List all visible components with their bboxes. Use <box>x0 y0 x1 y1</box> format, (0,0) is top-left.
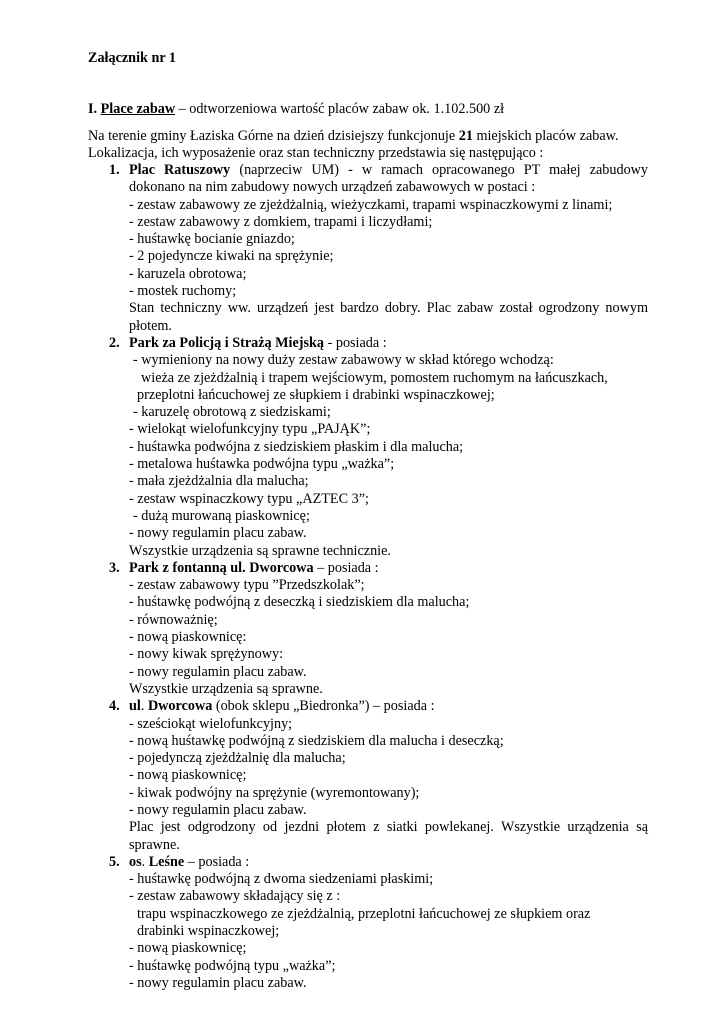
equipment-line: drabinki wspinaczkowej; <box>137 923 280 940</box>
item-name: Dworcowa <box>147 698 213 715</box>
list-item <box>88 854 648 992</box>
equipment-line: - równoważnię; <box>129 611 218 628</box>
list-item <box>88 162 648 335</box>
equipment-line: - huśtawkę bocianie gniazdo; <box>129 231 295 248</box>
equipment-line: - mała zjeżdżalnia dla malucha; <box>129 473 309 490</box>
equipment-line: - nowy kiwak sprężynowy: <box>129 646 284 663</box>
item-description: - posiada : <box>324 334 387 351</box>
list-item <box>88 560 648 698</box>
item-status: Stan techniczny ww. urządzeń jest bardzo dobry. Plac zabaw został ogrodzony nowym płotem. <box>129 300 648 334</box>
equipment-line: przeplotni łańcuchowej ze słupkiem i drabinki wspinaczkowej; <box>137 386 495 403</box>
equipment-line: trapu wspinaczkowego ze zjeżdżalnią, przeplotni łańcuchowej ze słupkiem oraz <box>137 905 591 922</box>
equipment-line: - nowy regulamin placu zabaw. <box>129 663 307 680</box>
equipment-line: - zestaw zabawowy z domkiem, trapami i liczydłami; <box>129 213 433 230</box>
equipment-line: - sześciokąt wielofunkcyjny; <box>129 715 293 732</box>
equipment-line: - nowy regulamin placu zabaw. <box>129 525 307 542</box>
equipment-line: - nowy regulamin placu zabaw. <box>129 974 307 991</box>
equipment-line: - karuzela obrotowa; <box>129 265 247 282</box>
item-heading <box>129 560 648 577</box>
equipment-line: - karuzelę obrotową z siedziskami; <box>133 404 331 421</box>
item-status: Wszystkie urządzenia są sprawne technicznie. <box>129 542 391 559</box>
item-description: (naprzeciw UM) - w ramach opracowanego PT małej zabudowy dokonano na nim zabudowy nowych urządzeń zabawowych w postaci : <box>129 162 648 196</box>
item-status: Plac jest odgrodzony od jezdni płotem z siatki powlekanej. Wszystkie urządzenia są sprawne. <box>129 819 648 853</box>
equipment-line: - nową huśtawkę podwójną z siedziskiem dla malucha i deseczką; <box>129 732 504 749</box>
item-name: Plac Ratuszowy <box>129 162 231 178</box>
page-title: Załącznik nr 1 <box>88 50 177 66</box>
item-description: – posiada : <box>313 559 379 576</box>
item-description: (obok sklepu „Biedronka”) – posiada : <box>212 698 435 715</box>
section-name: Place zabaw <box>100 101 176 117</box>
item-number: 3. <box>109 559 120 576</box>
item-name-prefix: os <box>129 853 142 870</box>
section-heading <box>88 101 504 118</box>
equipment-line: - nową piaskownicę; <box>129 940 247 957</box>
equipment-line: - nową piaskownicę: <box>129 629 247 646</box>
intro-text: Na terenie gminy Łaziska Górne na dzień dzisiejszy funkcjonuje <box>88 128 459 144</box>
item-description: – posiada : <box>184 853 250 870</box>
equipment-line: - mostek ruchomy; <box>129 283 237 300</box>
equipment-line: wieża ze zjeżdżalnią i trapem wejściowym, pomostem ruchomym na łańcuszkach, <box>141 369 608 386</box>
playground-count: 21 <box>458 128 473 144</box>
intro-paragraph <box>88 128 648 163</box>
equipment-line: - zestaw wspinaczkowy typu „AZTEC 3”; <box>129 490 369 507</box>
item-heading <box>129 335 648 352</box>
equipment-line: - zestaw zabawowy typu ”Przedszkolak”; <box>129 577 365 594</box>
item-heading <box>129 698 648 715</box>
intro-line-2: Lokalizacja, ich wyposażenie oraz stan techniczny przedstawia się następująco : <box>88 145 544 162</box>
item-number: 5. <box>109 853 120 870</box>
item-name: Park z fontanną ul. Dworcowa <box>129 559 314 576</box>
playground-list <box>88 162 648 992</box>
item-name: Leśne <box>148 853 185 870</box>
equipment-line: - huśtawka podwójna z siedziskiem płaskim i dla malucha; <box>129 438 464 455</box>
list-item <box>88 335 648 560</box>
equipment-line: - huśtawkę podwójną typu „ważka”; <box>129 957 336 974</box>
equipment-line: - kiwak podwójny na sprężynie (wyremontowany); <box>129 784 420 801</box>
equipment-line: - nową piaskownicę; <box>129 767 247 784</box>
equipment-line: - zestaw zabawowy składający się z : <box>129 888 341 905</box>
item-name-dot: . <box>141 853 149 870</box>
item-number: 4. <box>109 698 120 715</box>
equipment-line: - wymieniony na nowy duży zestaw zabawowy w skład którego wchodzą: <box>133 352 554 369</box>
section-description: – odtworzeniowa wartość placów zabaw ok. 1.102.500 zł <box>175 101 505 117</box>
equipment-line: - metalowa huśtawka podwójna typu „ważka”; <box>129 456 395 473</box>
item-heading <box>129 854 648 871</box>
section-number: I. <box>88 101 98 117</box>
equipment-line: - dużą murowaną piaskownicę; <box>133 507 310 524</box>
equipment-line: - 2 pojedyncze kiwaki na sprężynie; <box>129 248 334 265</box>
equipment-line: - nowy regulamin placu zabaw. <box>129 801 307 818</box>
intro-text-end: miejskich placów zabaw. <box>472 128 619 144</box>
item-heading <box>129 162 648 197</box>
item-name: Park za Policją i Strażą Miejską <box>129 334 325 351</box>
list-item <box>88 698 648 854</box>
item-name-prefix: ul <box>129 698 141 715</box>
intro-line-1 <box>88 128 648 145</box>
equipment-line: - huśtawkę podwójną z deseczką i siedziskiem dla malucha; <box>129 594 470 611</box>
equipment-line: - wielokąt wielofunkcyjny typu „PAJĄK”; <box>129 421 371 438</box>
equipment-line: - zestaw zabawowy ze zjeżdżalnią, wieżyczkami, trapami wspinaczkowymi z linami; <box>129 196 613 213</box>
item-number: 2. <box>109 334 120 351</box>
item-name-dot: . <box>140 698 148 715</box>
item-number: 1. <box>109 162 120 178</box>
item-status: Wszystkie urządzenia są sprawne. <box>129 680 323 697</box>
equipment-line: - huśtawkę podwójną z dwoma siedzeniami płaskimi; <box>129 871 434 888</box>
equipment-line: - pojedynczą zjeżdżalnię dla malucha; <box>129 750 346 767</box>
